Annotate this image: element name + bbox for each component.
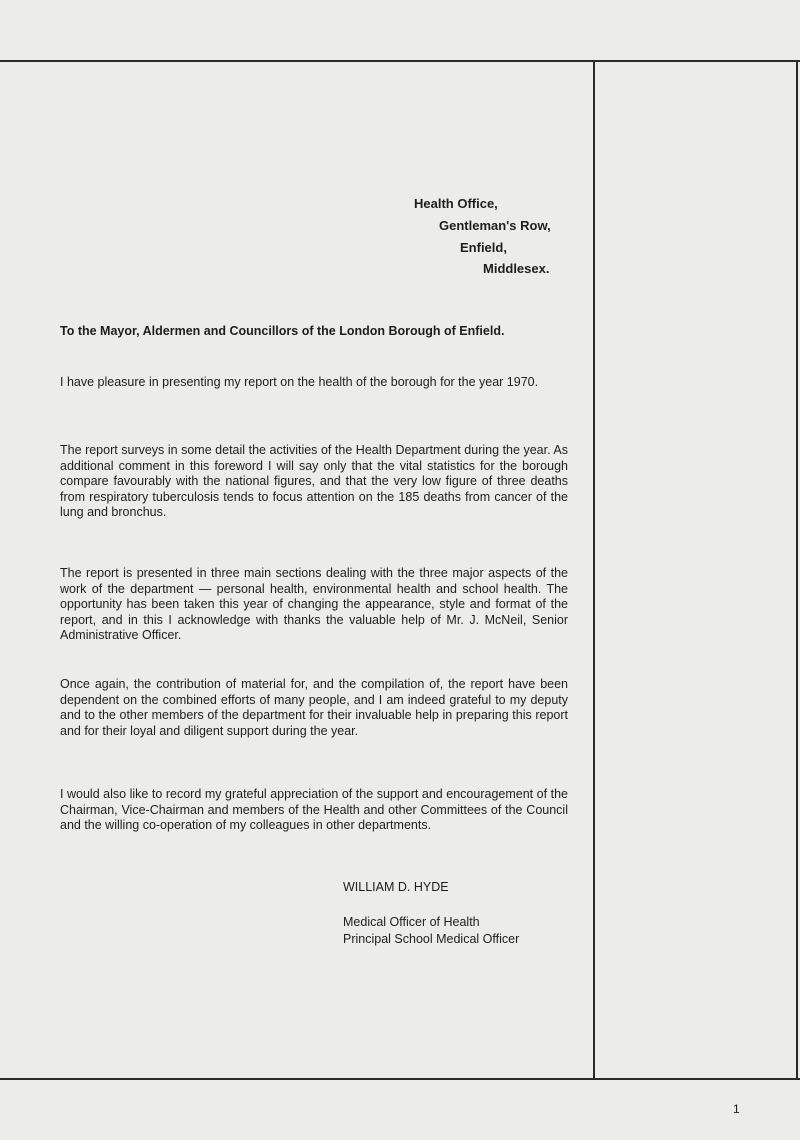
top-rule xyxy=(0,60,800,62)
address-line: Gentleman's Row, xyxy=(439,218,551,233)
signatory-title: Medical Officer of Health xyxy=(343,915,480,929)
signatory-name: WILLIAM D. HYDE xyxy=(343,880,449,894)
bottom-rule xyxy=(0,1078,800,1080)
paragraph-1: I have pleasure in presenting my report on the health of the borough for the year 1970. xyxy=(60,375,539,389)
address-line: Enfield, xyxy=(460,240,507,255)
signatory-title: Principal School Medical Officer xyxy=(343,932,520,946)
page-number: 1 xyxy=(733,1102,740,1116)
paragraph-4: Once again, the contribution of material for, and the compilation of, the report have been dependent on the combined efforts of many people, and I am indeed grateful to my deputy and to the other members of the department for their invaluable help in preparing this report and for their loyal and diligent support during the year. xyxy=(60,677,568,738)
address-line: Middlesex. xyxy=(483,261,550,276)
salutation: To the Mayor, Aldermen and Councillors of the London Borough of Enfield. xyxy=(60,324,505,338)
address-line: Health Office, xyxy=(414,196,498,211)
margin-rule xyxy=(593,60,595,1080)
paragraph-2: The report surveys in some detail the activities of the Health Department during the year. As additional comment in this foreword I will say only that the vital statistics for the borough compare favourably with the national figures, and that the very low figure of three deaths from respiratory tuberculosis tends to focus attention on the 185 deaths from cancer of the lung and bronchus. xyxy=(60,443,568,520)
right-edge-rule xyxy=(796,60,798,1080)
paragraph-5: I would also like to record my grateful appreciation of the support and encouragement of the Chairman, Vice-Chairman and members of the Health and other Committees of the Council and the willing co-operation of my colleagues in other departments. xyxy=(60,787,568,833)
paragraph-3: The report is presented in three main sections dealing with the three major aspects of the work of the department — personal health, environmental health and school health. The opportunity has been taken this year of changing the appearance, style and format of the report, and in this I acknowledge with thanks the valuable help of Mr. J. McNeil, Senior Administrative Officer. xyxy=(60,566,568,643)
